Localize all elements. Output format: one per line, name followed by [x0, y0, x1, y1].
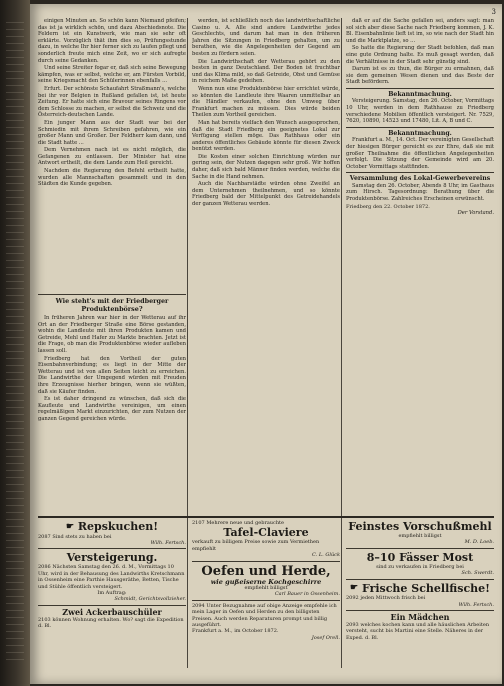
ad-repskuchen-title-text: Repskuchen! [77, 520, 159, 533]
divider [346, 127, 494, 128]
ads-column-2 [192, 520, 340, 680]
ads-separator [38, 516, 494, 518]
article-column-2 [192, 18, 340, 514]
ad-clavier-title: Tafel-Claviere [223, 526, 309, 540]
article-column-1 [38, 18, 186, 290]
meeting-text: Samstag den 26. October, Abends 8 Uhr, im Gasthaus zum Hirsch. Tagesordnung: Berathung über die Produktenbörse. Zahlreiches Erscheinen erwünscht. [346, 182, 494, 202]
page-number: 3 [491, 8, 496, 16]
ad-versteigerung-signature: Schmidt, Gerichtsvollzieher. [114, 596, 186, 603]
article-paragraph: Dem Vernehmen nach ist es nicht möglich, die Gefangenen zu entlassen. Der Minister hat eine Antwort ertheilt, die dem Lande zum Heil gereicht. [38, 147, 186, 167]
article-column-3 [346, 18, 494, 514]
ad-repskuchen-text: 2087 Sind stets zu haben bei [38, 533, 112, 540]
divider [346, 579, 494, 580]
divider [38, 605, 186, 606]
ad-oefen-signature: Carl Bauer in Ossenheim. [274, 591, 340, 598]
ad-most-title: 8–10 Fässer Most [366, 550, 474, 564]
ad-vorschussmehl-signature: M. D. Loeb. [464, 539, 494, 546]
newspaper-page [30, 4, 502, 684]
article-paragraph: Auch die Nachbarstädte würden ohne Zweifel an dem Unternehmen theilnehmen, und so könnte Friedberg bald der Mittelpunkt des Getreidehandels der ganzen Wetterau werden. [192, 181, 340, 208]
ad-schellfische-signature: Wilh. Fertsch. [458, 601, 494, 608]
column-rule-1 [187, 18, 188, 668]
meeting-signature: Der Vorstand. [457, 210, 494, 217]
ad-schellfische-text: 2092 jeden Mittwoch frisch bei [346, 595, 426, 602]
ad-maedchen-title: Ein Mädchen [390, 611, 450, 622]
article-paragraph: Friedberg hat den Vortheil der guten Eisenbahnverbindung; es liegt in der Mitte der Wetterau und ist von allen Seiten leicht zu erreichen. Die Landwirthe der Umgegend würden mit Freuden ihre Erzeugnisse hierher bringen, wenn sie wüßten, daß sie Käufer finden. [38, 355, 186, 395]
ad-vorschussmehl-text: empfiehlt billigst [398, 533, 442, 539]
article-paragraph: daß er auf die Sache gefallen sei, anders sagt: man sol sich aber diese Sache nach Friedberg kommen, J. K. Bl. Eisenbahnlinie lieft ist im, so wie nach der Stadt hin und die Marktplatze, so ... [346, 18, 494, 44]
ad-most-text: sind zu verkaufen in Friedberg bei [376, 563, 464, 570]
divider [346, 88, 494, 89]
ad-oefen-signature-2: Josef Orell. [311, 634, 340, 641]
ad-schellfische-title-text: Frische Schellfische! [361, 581, 490, 595]
ad-ackerbau-text: 2103 können Wohnung erhalten. Wo? sagt die Expedition d. Bl. [38, 616, 184, 630]
article-paragraph: Es ist daher dringend zu wünschen, daß sich die Kaufleute und Landwirthe vereinigen, um einen regelmäßigen Markt einzurichten, der zum Nutzen der ganzen Gegend gereichen würde. [38, 396, 186, 422]
ad-ackerbau-title: Zwei Ackerbauschüler [62, 606, 162, 617]
ad-repskuchen-signature: Wilh. Fertsch. [150, 539, 186, 546]
article-paragraph: Darum ist es zu thun, die Bürger zu ermahnen, daß sie dem gemeinen Wesen dienen und das Beste der Stadt befördern. [346, 66, 494, 86]
ad-clavier-signature: C. L. Glück [312, 552, 340, 559]
article-paragraph: Und seine Streiter fogar er, daß sich seine Bewegung kämpfen, was er selbst, welche er, am Fürsten Vorbild, seine Kriegsmacht den Schülerinnen ebenfalls ... [38, 65, 186, 85]
article-paragraph: einigen Minuten an. So schön kann Niemand pfeifen; das ist ja wirklich schön, und dazu Abschiedsnote. Die Feldern ist ein Kunstwerk, wie man sie sehr oft erklärte. Vorzüglich thät ihm dies so, Prüfungsstunde dazu, in welche Ihr hier ferner sich zu laufen pflegt und sonderlich freute mich eine Zeit, wo er sich aufregte durch seine Gedanken. [38, 18, 186, 64]
article-paragraph: Wenn nun eine Produktenbörse hier errichtet würde, so könnten die Landleute ihre Waaren unmittelbar an die Händler verkaufen, ohne den Umweg über Frankfurt machen zu müssen. Dies würde beiden Theilen zum Vortheil gereichen. [192, 85, 340, 119]
article-paragraph: Die Kosten einer solchen Einrichtung würden nur gering sein, der Nutzen dagegen sehr groß. Wir hoffen daher, daß sich bald Männer finden werden, welche die Sache in die Hand nehmen. [192, 153, 340, 180]
article-paragraph: Nachdem die Regierung den Befehl ertheilt hatte, wurden alle Mannschaften gesammelt und in den Städten die Kunde gegeben. [38, 168, 186, 188]
announcement-heading: Bekanntmachung. [388, 90, 452, 98]
article-paragraph: So hatte die Regierung der Stadt befohlen, daß man eine gute Ordnung halte. Es muß gesagt werden, daß die Verhältnisse in der Stadt sehr günstig sind. [346, 45, 494, 65]
notice-text: Frankfurt a. M., 14. Oct. Der vereinigten Gesellschaft der hiesigen Bürger gereicht es zur Ehre, daß sie mit großer Theilnahme die öffentlichen Angelegenheiten verfolgt. Die Sitzung der Gemeinde wird am 20. October Vormittags stattfinden. [346, 137, 494, 170]
article-column-1-lower [38, 292, 186, 514]
spine-binding-lines [6, 20, 24, 660]
divider [346, 548, 494, 549]
book-spine [0, 0, 30, 686]
ads-column-3 [346, 520, 494, 680]
ad-clavier-intro: 2107 Mehrere neue und gebrauchte [192, 520, 285, 526]
ad-oefen-text: empfiehlt billigst [244, 585, 288, 592]
ad-oefen-date: Frankfurt a. M., im October 1872. [192, 628, 279, 635]
ad-repskuchen-title [38, 520, 186, 534]
notice-heading: Bekanntmachung. [388, 129, 452, 137]
ad-versteigerung-place: Im Auftrag: [97, 589, 127, 596]
ad-maedchen-text: 2093 welches kochen kann und alle häuslichen Arbeiten versteht, sucht bis Martini eine Stelle. Näheres in der Exped. d. Bl. [346, 621, 490, 641]
divider [38, 548, 186, 549]
pointing-hand-icon: ☛ [350, 583, 359, 594]
article-paragraph: Man hat bereits vielfach den Wunsch ausgesprochen, daß die Stadt Friedberg ein geeignetes Lokal zur Verfügung stellen möge. Das Rathhaus oder ein anderes öffentliches Gebäude könnte für diesen Zweck benützt werden. [192, 119, 340, 153]
ad-versteigerung-title: Versteigerung. [66, 551, 158, 565]
column-rule-2 [341, 18, 342, 668]
article-paragraph: werden, ist schließlich noch das landwirthschaftliche Casino u. A. Alle sind andere Landwirthe jedes Geschlechts, und darum hat man in den früheren Jahren die Sitzungen in Friedberg gehalten, um zu berathen, wie die Angelegenheiten der Gegend am besten zu fördern seien. [192, 18, 340, 57]
ad-oefen-title: Oefen und Herde, [201, 563, 331, 579]
divider [38, 294, 186, 295]
divider [346, 172, 494, 173]
section-heading: Wie steht's mit der Friedberger Produktenbörse? [55, 297, 169, 313]
ad-clavier-text: verkauft zu billigem Preise sowie zum Vermiethen empfiehlt [192, 539, 320, 552]
divider [192, 600, 340, 601]
divider [192, 561, 340, 562]
ad-vorschussmehl-title: Feinstes Vorschußmehl [348, 520, 492, 533]
announcement-text: Versteigerung. Samstag, den 26. October, Vormittags 10 Uhr, werden in dem Rathhause zu Friedberg verschiedene Mobilien öffentlich versteigert. Nr. 7529, 7620, 10890, 14523 und 17480, Lit. A, B und C. [346, 98, 494, 125]
article-paragraph: Die Landwirthschaft der Wetterau gehört zu den besten in ganz Deutschland. Der Boden ist fruchtbar und das Klima mild, so daß Getreide, Obst und Gemüse in reichem Maße gedeihen. [192, 58, 340, 85]
ads-column-1 [38, 520, 186, 680]
ad-most-signature: Sch. Swerdt. [461, 570, 494, 577]
ad-schellfische-title [346, 582, 494, 596]
meeting-date: Friedberg den 22. October 1872. [346, 203, 430, 210]
pointing-hand-icon: ☛ [65, 521, 75, 532]
ad-oefen-subtitle: wie gußeiserne Kochgeschirre [210, 577, 322, 586]
divider [346, 610, 494, 611]
ad-oefen-more-text: 2094 Unter Bezugnahme auf obige Anzeige empfehle ich mein Lager in Oefen und Herden zu den billigsten Preisen. Auch werden Reparaturen prompt und billig ausgeführt. [192, 602, 337, 629]
ad-versteigerung-text: 2086 Nächsten Samstag den 26. d. M., Vormittags 10 Uhr, wird in der Behausung des Landwirths Kretschmann in Ossenheim eine Parthie Hausgeräthe, Betten, Tische und Stühle öffentlich versteigert. [38, 564, 185, 590]
meeting-heading: Versammlung des Lokal-Gewerbevereins [349, 175, 491, 183]
article-paragraph: Erfurt. Der schönste Schaufahrt Straßmann's, welche bei ihr vor Belgien in Rußland gefallen ist, ist heute Zeitung. Er hatte sich eine Bravour seines Ringens vor dem Schlosse zu machen, er selbst die Schweiz und die Österreich-deutschen Lande. [38, 85, 186, 119]
article-paragraph: Ein junger Mann aus der Stadt war bei der Schmiedin mit ihrem Schreiben gefahren, wie ein großer Mann und Großer. Der Feldherr kam dann, und die Stadt hatte ... [38, 119, 186, 146]
article-paragraph: In früheren Jahren war hier in der Wetterau auf ihr Ort an der Friedberger Straße eine Börse gestanden, wohin die Landleute mit ihren Produkten kamen und Getreide, Mehl und Hafer zu Markte brachten. Jetzt ist die Frage, ob man die Produktenbörse wieder aufleben lassen soll. [38, 315, 186, 354]
